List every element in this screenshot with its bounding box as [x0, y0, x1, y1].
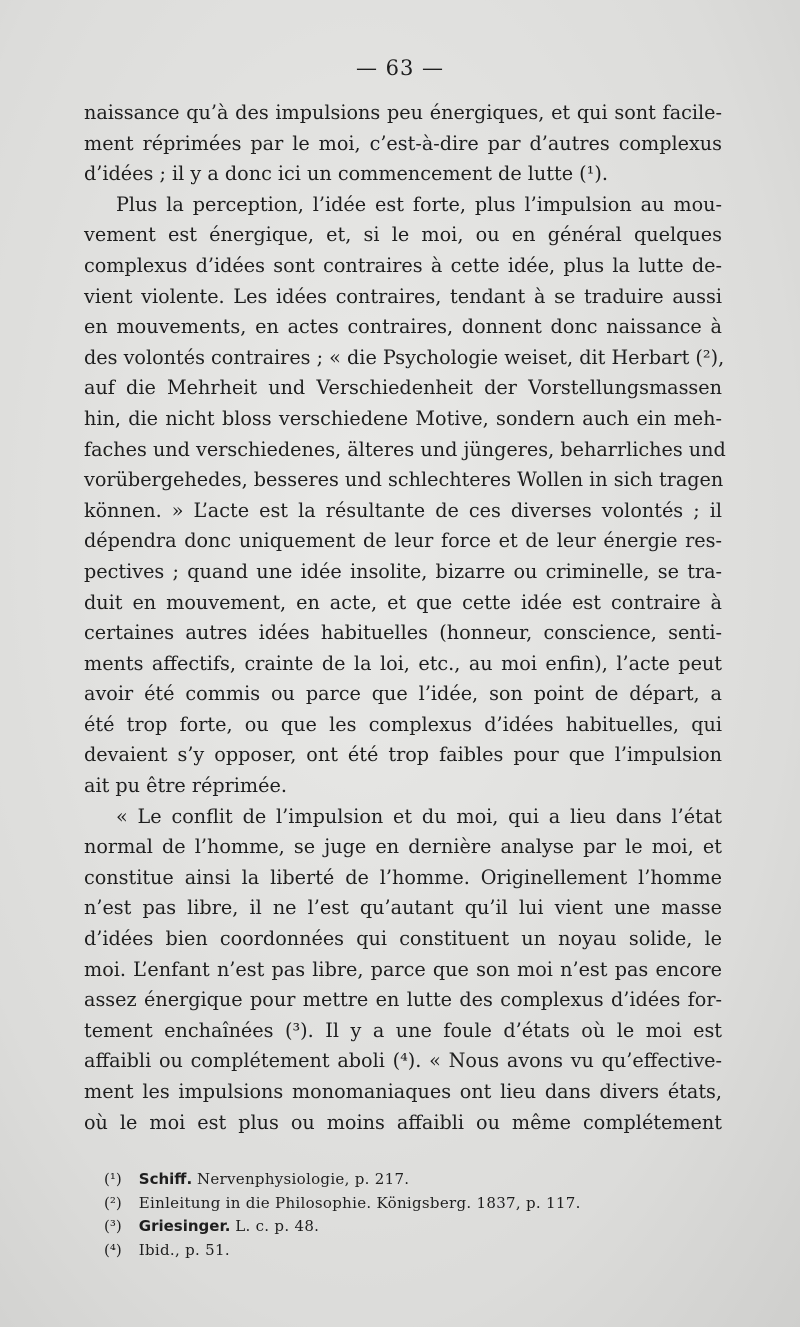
text-line: vorübergehedes, besseres und schlechteres Wollen in sich tragen — [84, 468, 724, 492]
text-line: avoir été commis ou parce que l’idée, son point de départ, a — [84, 682, 722, 706]
text-line: auf die Mehrheit und Verschiedenheit der Vorstellungsmassen — [84, 376, 722, 400]
text-line: devaient s’y opposer, ont été trop faibles pour que l’impulsion — [84, 743, 722, 767]
text-line: vient violente. Les idées contraires, tendant à se traduire aussi — [84, 284, 722, 308]
text-line: ments affectifs, crainte de la loi, etc., au moi enfin), l’acte peut — [84, 651, 722, 675]
text-line: können. » L’acte est la résultante de ces diverses volontés ; il — [84, 498, 722, 522]
text-line: où le moi est plus ou moins affaibli ou même complétement — [84, 1110, 722, 1134]
text-line: été trop forte, ou que les complexus d’idées habituelles, qui — [84, 712, 722, 736]
text-line: hin, die nicht bloss verschiedene Motive, sondern auch ein meh- — [84, 406, 722, 430]
text-line: duit en mouvement, en acte, et que cette idée est contraire à — [84, 590, 722, 614]
footnote — [104, 1192, 664, 1216]
footnote — [104, 1168, 664, 1192]
footnote-marker: (³) — [104, 1217, 122, 1235]
text-line: naissance qu’à des impulsions peu énergiques, et qui sont facile- — [84, 101, 722, 124]
text-line: assez énergique pour mettre en lutte des complexus d’idées for- — [84, 988, 722, 1012]
footnote-text: L. c. p. 48. — [235, 1217, 320, 1235]
footnote-text: Ibid., p. 51. — [138, 1240, 230, 1259]
text-line: vement est énergique, et, si le moi, ou en général quelques — [84, 223, 722, 247]
footnote-text: Einleitung in die Philosophie. Königsberg. 1837, p. 117. — [138, 1193, 581, 1212]
text-line: d’idées bien coordonnées qui constituent un noyau solide, le — [84, 927, 722, 951]
footnote — [104, 1239, 664, 1263]
text-line: des volontés contraires ; « die Psychologie weiset, dit Herbart (²), — [84, 345, 725, 369]
text-line: pectives ; quand une idée insolite, bizarre ou criminelle, se tra- — [84, 559, 722, 583]
text-line: ment réprimées par le moi, c’est-à-dire par d’autres complexus — [84, 131, 722, 155]
body-text — [84, 98, 726, 1138]
text-line: d’idées ; il y a donc ici un commencement de lutte (¹). — [84, 162, 608, 186]
footnote-text: Nervenphysiologie, p. 217. — [196, 1170, 410, 1188]
text-line: dépendra donc uniquement de leur force et de leur énergie res- — [84, 529, 722, 553]
footnote-marker: (¹) — [104, 1170, 122, 1188]
text-line: complexus d’idées sont contraires à cette idée, plus la lutte de- — [84, 253, 722, 277]
text-line: certaines autres idées habituelles (honneur, conscience, senti- — [84, 621, 722, 645]
text-line: constitue ainsi la liberté de l’homme. Originellement l’homme — [84, 865, 722, 889]
text-line: affaibli ou complétement aboli (⁴). « Nous avons vu qu’effective- — [84, 1049, 722, 1073]
footnote-author: Griesinger. — [138, 1217, 231, 1235]
text-line: « Le conflit de l’impulsion et du moi, qui a lieu dans l’état — [116, 804, 722, 828]
text-line: n’est pas libre, il ne l’est qu’autant qu’il lui vient une masse — [84, 896, 722, 920]
text-line: normal de l’homme, se juge en dernière analyse par le moi, et — [84, 835, 722, 859]
text-line: tement enchaînées (³). Il y a une foule d’états où le moi est — [84, 1018, 722, 1042]
text-line: moi. L’enfant n’est pas libre, parce que son moi n’est pas encore — [84, 957, 722, 981]
footnote — [104, 1215, 664, 1239]
footnote-marker: (⁴) — [104, 1240, 122, 1259]
text-line: Plus la perception, l’idée est forte, plus l’impulsion au mou- — [116, 192, 722, 216]
footnote-author: Schiff. — [138, 1170, 193, 1188]
text-line: ment les impulsions monomaniaques ont lieu dans divers états, — [84, 1080, 722, 1103]
text-line: faches und verschiedenes, älteres und jüngeres, beharrliches und — [84, 437, 726, 461]
text-line: en mouvements, en actes contraires, donnent donc naissance à — [84, 315, 722, 339]
text-line: ait pu être réprimée. — [84, 774, 287, 798]
footnote-marker: (²) — [104, 1193, 122, 1212]
page-number: — 63 — — [355, 56, 445, 80]
footnotes — [104, 1168, 664, 1262]
